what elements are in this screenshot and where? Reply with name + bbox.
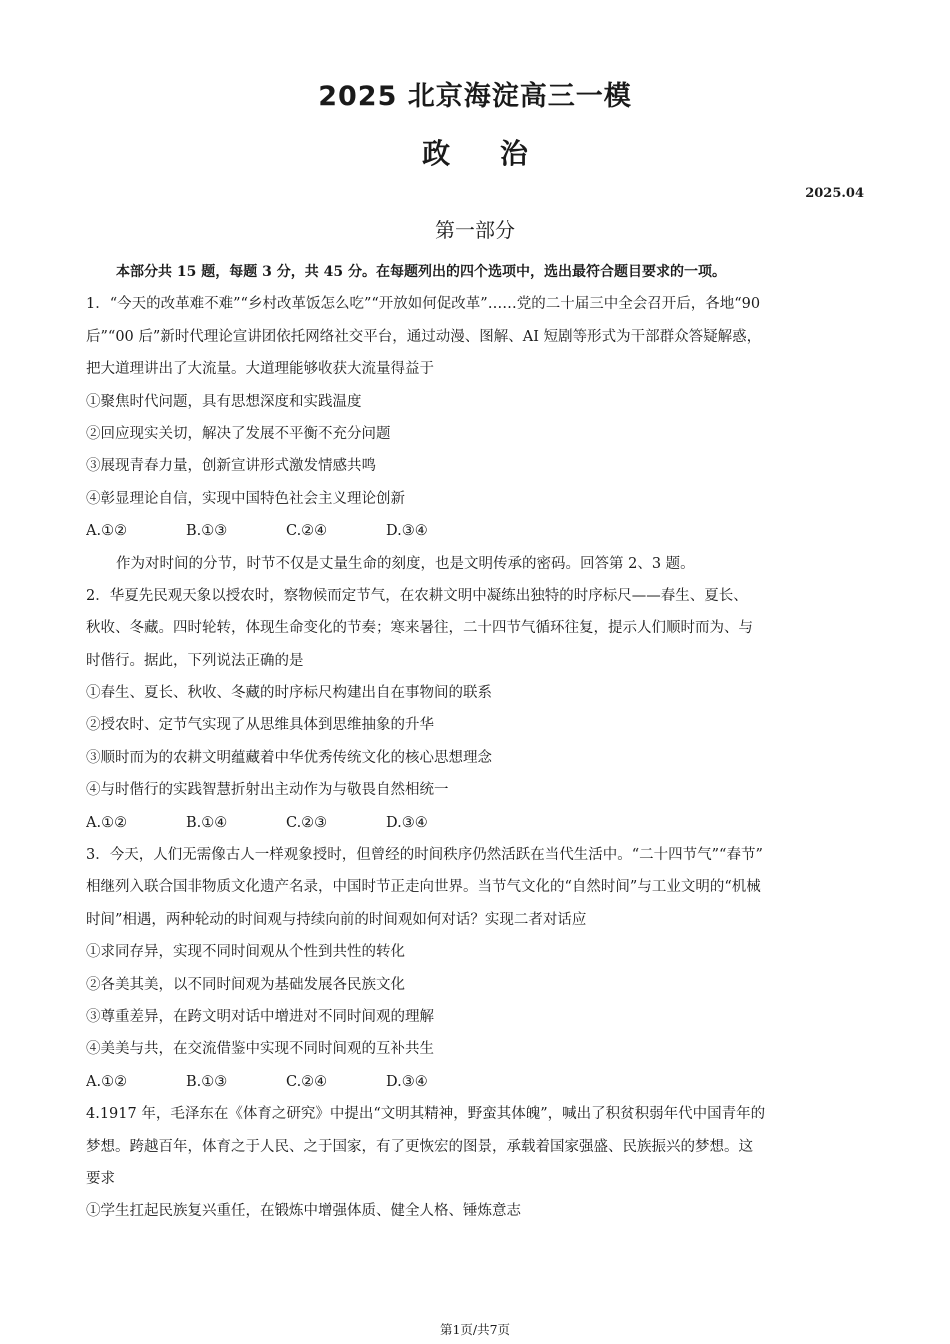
question-stem-line: 2．华夏先民观天象以授农时，察物候而定节气，在农耕文明中凝练出独特的时序标尺——春生、夏长、	[86, 587, 748, 604]
question-3	[86, 839, 868, 1098]
question-stem-line: 1．“今天的改革难不难”“乡村改革饭怎么吃”“开放如何促改革”……党的二十届三中全会召开后，各地“90	[86, 296, 761, 313]
question-stem-line: 后”“00 后”新时代理论宣讲团依托网络社交平台，通过动漫、图解、AI 短剧等形式为干部群众答疑解惑，	[86, 328, 762, 345]
statement-option: ①聚焦时代问题，具有思想深度和实践温度	[86, 393, 362, 410]
question-stem-line: 时间”相遇，两种轮动的时间观与持续向前的时间观如何对话？实现二者对话应	[86, 911, 587, 928]
statement-option: ③尊重差异，在跨文明对话中增进对不同时间观的理解	[86, 1008, 434, 1025]
answer-choices	[86, 515, 868, 547]
statement-option: ③顺时而为的农耕文明蕴藏着中华优秀传统文化的核心思想理念	[86, 749, 492, 766]
passage-intro: 作为对时间的分节，时节不仅是丈量生命的刻度，也是文明传承的密码。回答第 2、3 题。	[116, 555, 695, 572]
statement-option: ④美美与共，在交流借鉴中实现不同时间观的互补共生	[86, 1041, 434, 1058]
statement-option: ①学生扛起民族复兴重任，在锻炼中增强体质、健全人格、锤炼意志	[86, 1203, 521, 1220]
choice-c: C.②④	[286, 1073, 328, 1090]
choice-c: C.②④	[286, 523, 328, 540]
statement-option: ②授农时、定节气实现了从思维具体到思维抽象的升华	[86, 717, 434, 734]
question-stem-line: 秋收、冬藏。四时轮转，体现生命变化的节奏；寒来暑往，二十四节气循环往复，提示人们顺时而为、与	[86, 620, 753, 637]
page-number: 第1页/共7页	[439, 1322, 511, 1337]
question-1	[86, 288, 868, 547]
question-2	[86, 580, 868, 839]
instruction-text: 本部分共 15 题，每题 3 分，共 45 分。在每题列出的四个选项中，选出最符合题目要求的一项。	[116, 264, 726, 280]
statement-option: ①求同存异，实现不同时间观从个性到共性的转化	[86, 944, 405, 961]
question-stem-line: 把大道理讲出了大流量。大道理能够收获大流量得益于	[86, 361, 434, 378]
choice-b: B.①③	[186, 523, 228, 540]
question-content	[86, 256, 868, 1228]
answer-choices	[86, 1066, 868, 1098]
question-stem-line: 梦想。跨越百年，体育之于人民、之于国家，有了更恢宏的图景，承载着国家强盛、民族振兴的梦想。这	[86, 1138, 753, 1155]
statement-option: ④彰显理论自信，实现中国特色社会主义理论创新	[86, 490, 405, 507]
exam-date: 2025.04	[805, 186, 864, 201]
subject-title: 政 治	[422, 137, 528, 170]
question-stem-line: 时偕行。据此，下列说法正确的是	[86, 652, 304, 669]
choice-b: B.①③	[186, 1073, 228, 1090]
question-4	[86, 1098, 868, 1228]
choice-a: A.①②	[86, 1073, 128, 1090]
question-stem-line: 3．今天，人们无需像古人一样观象授时，但曾经的时间秩序仍然活跃在当代生活中。“二十四节气”“春节”	[86, 847, 763, 864]
choice-d: D.③④	[386, 1073, 428, 1090]
section-heading: 第一部分	[435, 218, 515, 242]
choice-a: A.①②	[86, 814, 128, 831]
choice-d: D.③④	[386, 523, 428, 540]
choice-d: D.③④	[386, 814, 428, 831]
exam-title: 2025 北京海淀高三一模	[318, 81, 632, 112]
choice-a: A.①②	[86, 523, 128, 540]
statement-option: ④与时偕行的实践智慧折射出主动作为与敬畏自然相统一	[86, 782, 449, 799]
statement-option: ②各美其美，以不同时间观为基础发展各民族文化	[86, 976, 405, 993]
choice-c: C.②③	[286, 814, 328, 831]
statement-option: ①春生、夏长、秋收、冬藏的时序标尺构建出自在事物间的联系	[86, 685, 492, 702]
statement-option: ③展现青春力量，创新宣讲形式激发情感共鸣	[86, 458, 376, 475]
answer-choices	[86, 807, 868, 839]
choice-b: B.①④	[186, 814, 228, 831]
statement-option: ②回应现实关切，解决了发展不平衡不充分问题	[86, 425, 391, 442]
question-stem-line: 4.1917 年，毛泽东在《体育之研究》中提出“文明其精神，野蛮其体魄”，喊出了积贫积弱年代中国青年的	[86, 1106, 766, 1123]
question-stem-line: 要求	[86, 1170, 115, 1187]
question-stem-line: 相继列入联合国非物质文化遗产名录，中国时节正走向世界。当节气文化的“自然时间”与工业文明的“机械	[86, 879, 761, 896]
